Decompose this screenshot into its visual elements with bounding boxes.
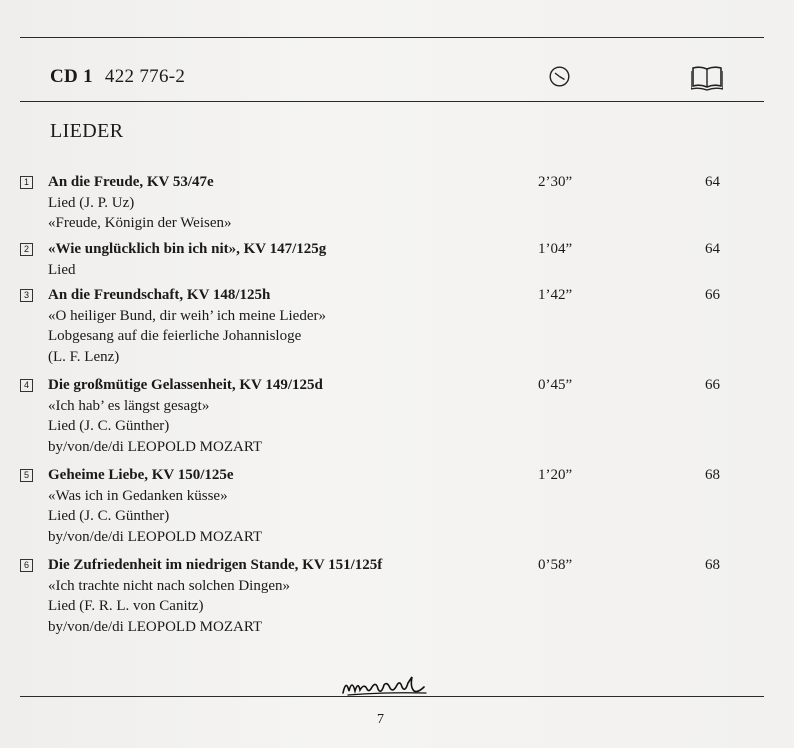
header-rule	[20, 101, 764, 102]
track-detail-line: Lied (J. C. Günther)	[48, 418, 170, 434]
track-page: 64	[705, 174, 720, 190]
track-number-box: 6	[20, 559, 33, 572]
track-description	[48, 285, 326, 367]
track-title: An die Freude, KV 53/47e	[48, 174, 214, 190]
track-title: An die Freundschaft, KV 148/125h	[48, 287, 271, 303]
track-page: 66	[705, 287, 720, 303]
track-detail-line: «O heiliger Bund, dir weih’ ich meine Lieder»	[48, 307, 326, 324]
track-detail-line: «Ich trachte nicht nach solchen Dingen»	[48, 577, 290, 594]
track-page: 68	[705, 467, 720, 483]
track-detail-line: «Ich hab’ es längst gesagt»	[48, 397, 210, 414]
track-detail-line: Lied (J. P. Uz)	[48, 194, 135, 211]
track-detail-line: by/von/de/di LEOPOLD MOZART	[48, 528, 263, 545]
track-number-box: 4	[20, 379, 33, 392]
track-title: Geheime Liebe, KV 150/125e	[48, 467, 234, 483]
track-description	[48, 555, 382, 637]
track-description	[48, 239, 326, 280]
track-duration: 1’42”	[538, 287, 573, 303]
track-detail-line: by/von/de/di LEOPOLD MOZART	[48, 618, 263, 635]
track-number-box: 5	[20, 469, 33, 482]
track-description	[48, 172, 231, 234]
track-detail-line: «Freude, Königin der Weisen»	[48, 215, 232, 231]
track-page: 66	[705, 377, 720, 393]
track-detail-line: Lied	[48, 261, 76, 278]
footer-rule	[20, 696, 764, 697]
track-description	[48, 465, 262, 547]
track-number-box: 1	[20, 176, 33, 189]
top-rule	[20, 37, 764, 38]
track-detail-line: by/von/de/di LEOPOLD MOZART	[48, 438, 263, 455]
track-number-box: 3	[20, 289, 33, 302]
track-title: Die Zufriedenheit im niedrigen Stande, KV 151/125f	[48, 557, 383, 573]
cd-label: CD 1	[50, 66, 93, 87]
track-detail-line: Lobgesang auf die feierliche Johannisloge	[48, 328, 302, 344]
track-detail-line: Lied (F. R. L. von Canitz)	[48, 598, 204, 614]
catalog-number: 422 776-2	[104, 66, 186, 87]
page-number: 7	[377, 712, 384, 727]
track-duration: 0’58”	[538, 557, 573, 573]
cd-header	[50, 66, 185, 88]
track-page: 64	[705, 241, 720, 257]
track-duration: 1’04”	[538, 241, 573, 257]
track-description	[48, 375, 323, 457]
track-title: Die großmütige Gelassenheit, KV 149/125d	[48, 377, 323, 393]
track-title: «Wie unglücklich bin ich nit», KV 147/125g	[48, 241, 327, 257]
track-detail-line: Lied (J. C. Günther)	[48, 508, 170, 524]
track-page: 68	[705, 557, 720, 573]
track-duration: 0’45”	[538, 377, 573, 393]
track-duration: 1’20”	[538, 467, 573, 483]
clock-icon	[549, 66, 570, 87]
track-detail-line: «Was ich in Gedanken küsse»	[48, 487, 228, 504]
track-duration: 2’30”	[538, 174, 573, 190]
open-book-icon	[691, 65, 723, 91]
section-title: LIEDER	[50, 120, 124, 142]
track-number-box: 2	[20, 243, 33, 256]
track-detail-line: (L. F. Lenz)	[48, 348, 120, 365]
